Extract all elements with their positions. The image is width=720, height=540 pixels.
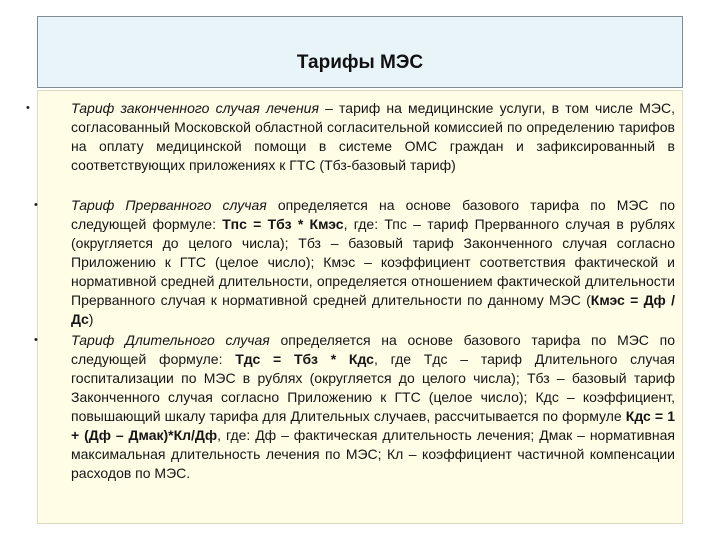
text-long-case-2: , где Тдс – тариф Длительного случая госпитализации по МЭС в рублях (округляется до целого числа); Тбз – базовый тариф Законченного случая согласно Приложению к ГТС (целое число); Кдс – коэффициент, повышающий шкалу тарифа для Длительных случаев, рассчитывается по формуле [71, 351, 675, 424]
text-interrupted-case-2: , где: Тпс – тариф Прерванного случая в рублях (округляется до целого числа); Тбз – базовый тариф Законченного случая согласно Приложению к ГТС (целое число); Кмэс – коэффициент соответствия фактической и нормативной средней длительности, определяется отношением фактической длительности Прерванного случая к нормативной средней длительности по данному МЭС ( [71, 216, 675, 308]
bullet-icon: • [26, 102, 30, 114]
formula-long-tariff: Тдс = Тбз * Кдс [235, 351, 374, 367]
slide-title: Тарифы МЭС [296, 52, 424, 73]
formula-interrupted-tariff: Тпс = Тбз * Кмэс [222, 216, 344, 232]
formula-kmes: Кмэс = Дф / Дс [71, 292, 675, 327]
text-interrupted-case-1: определяется на основе базового тарифа по МЭС по следующей формуле: [71, 197, 675, 232]
text-long-case-1: определяется на основе базового тарифа по МЭС по следующей формуле: [71, 332, 675, 367]
paragraph-complete-case [71, 99, 675, 175]
content-box [26, 90, 683, 524]
paragraph-long-case [71, 331, 675, 483]
term-long-case: Тариф Длительного случая [71, 332, 270, 348]
text-long-case-3: , где: Дф – фактическая длительность лечения; Дмак – нормативная максимальная длительность лечения по МЭС; Кл – коэффициент частичной компенсации расходов по МЭС. [71, 427, 675, 481]
text-complete-case: – тариф на медицинские услуги, в том числе МЭС, согласованный Московской областной согласительной комиссией по определению тарифов на оплату медицинской помощи в системе ОМС граждан и зафиксированный в соответствующих приложениях к ГТС (Тбз-базовый тариф) [71, 100, 675, 173]
term-interrupted-case: Тариф Прерванного случая [71, 197, 267, 213]
title-box [37, 16, 683, 88]
text-interrupted-case-3: ) [88, 311, 94, 327]
bullet-icon: • [34, 199, 38, 211]
bullet-icon: • [34, 334, 38, 346]
term-complete-case: Тариф законченного случая лечения [71, 100, 319, 116]
paragraph-interrupted-case [71, 196, 675, 329]
formula-kds: Кдс = 1 + (Дф – Дмак)*Кл/Дф [71, 408, 675, 443]
